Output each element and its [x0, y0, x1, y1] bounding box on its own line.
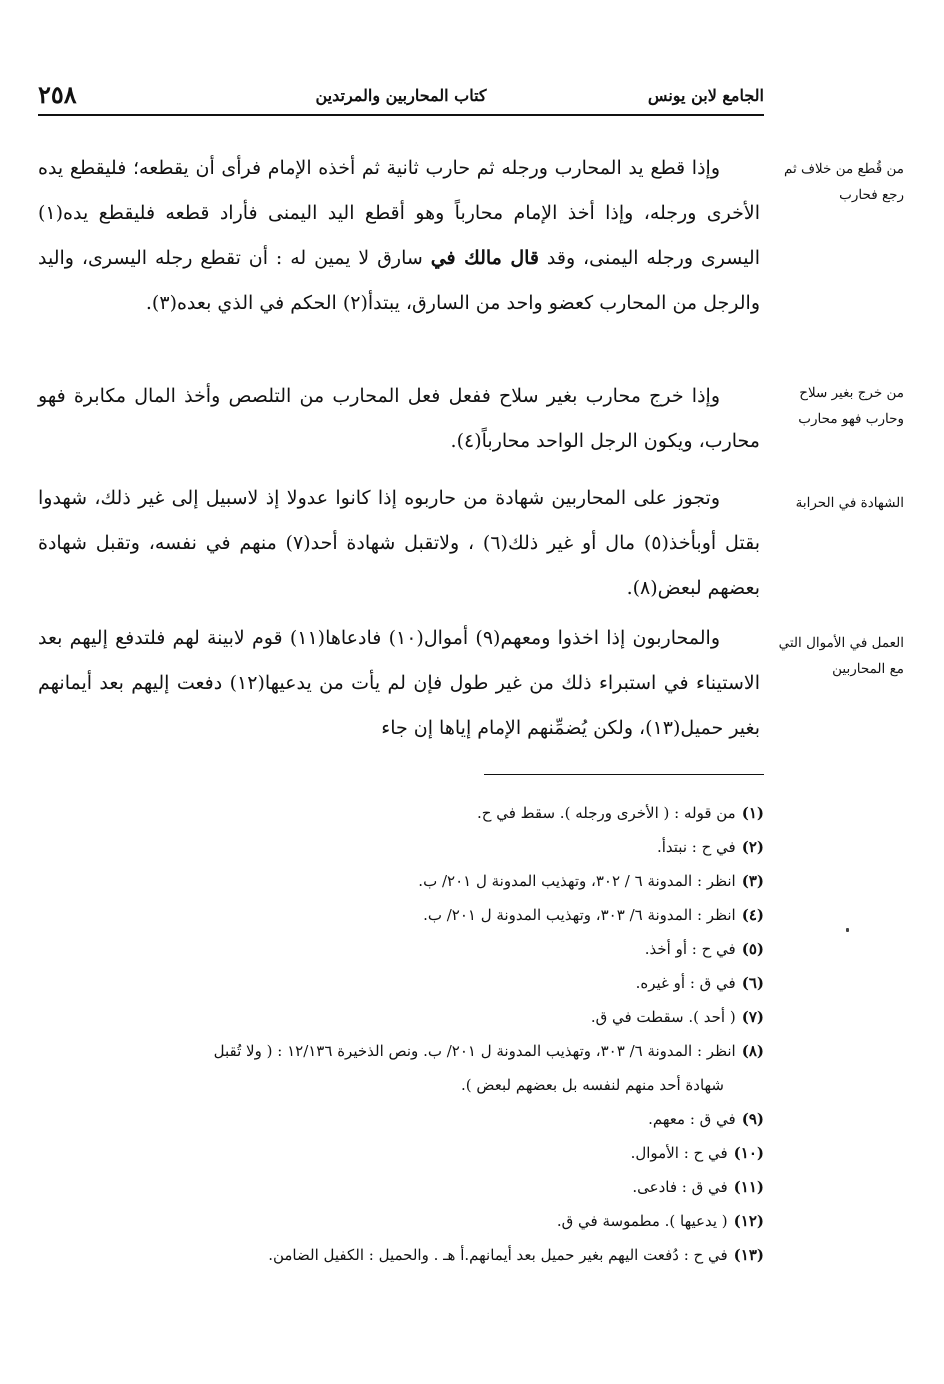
side-note: من خرج بغير سلاح وحارب فهو محارب	[798, 385, 904, 427]
footnotes	[38, 796, 764, 1272]
scan-speck	[846, 928, 849, 932]
footnote-number: (٩)	[741, 1110, 764, 1128]
paragraph	[38, 616, 760, 751]
footnote-item	[38, 1170, 764, 1204]
paragraph-text: والمحاربون إذا اخذوا ومعهم(٩) أموال(١٠) فادعاها(١١) قوم لابينة لهم فلتدفع إليهم بعد الاستيناء في استبراء ذلك من غير طول فإن لم يأت من يدعيها(١٢) دفعت إليهم بعد أيمانهم بغير حميل(١٣)، ولكن يُضمِّنهم الإمام إياها إن جاء	[38, 627, 760, 739]
footnote-item	[38, 1204, 764, 1238]
footnote-item	[38, 932, 764, 966]
book-title: الجامع لابن يونس	[647, 86, 764, 105]
footnote-number: (١٣)	[733, 1246, 764, 1264]
footnote-number: (١١)	[733, 1178, 764, 1196]
footnote-text: في ق : أو غيره.	[635, 974, 736, 992]
footnote-continuation: شهادة أحد منهم لنفسه بل بعضهم لبعض ).	[460, 1076, 724, 1094]
footnote-item	[38, 1136, 764, 1170]
paragraph	[38, 146, 760, 326]
footnote-item	[38, 1000, 764, 1034]
footnote-number: (١٠)	[733, 1144, 764, 1162]
paragraph	[38, 374, 760, 464]
footnote-number: (٥)	[741, 940, 764, 958]
header-rule	[38, 114, 764, 116]
footnote-item	[38, 796, 764, 830]
footnote-item	[38, 898, 764, 932]
footnote-item	[38, 1102, 764, 1136]
chapter-title: كتاب المحاربين والمرتدين	[315, 86, 487, 105]
paragraph	[38, 476, 760, 611]
page-number: ٢٥٨	[38, 80, 77, 109]
footnote-text: في ح : الأموال.	[630, 1144, 728, 1162]
footnote-text: ( يدعيها ). مطموسة في ق.	[556, 1212, 728, 1230]
side-note: الشهادة في الحرابة	[795, 495, 904, 511]
paragraph-text: وتجوز على المحاربين شهادة من حاربوه إذا كانوا عدولا إذ لاسبيل إلى غير ذلك، شهدوا بقتل أوبأخذ(٥) مال أو غير ذلك(٦) ، ولاتقبل شهادة أحد(٧) منهم في نفسه، وتقبل شهادة بعضهم لبعض(٨).	[38, 487, 760, 599]
footnote-text: في ح : دُفعت اليهم بغير حميل بعد أيمانهم.أ هـ . والحميل : الكفيل الضامن.	[268, 1246, 728, 1264]
footnote-number: (١)	[741, 804, 764, 822]
footnote-item	[38, 864, 764, 898]
page-header	[38, 80, 764, 112]
footnote-item	[38, 1034, 764, 1102]
footnote-number: (١٢)	[733, 1212, 764, 1230]
footnote-separator	[484, 774, 764, 775]
footnote-number: (٢)	[741, 838, 764, 856]
side-note: العمل في الأموال التي مع المحاربين	[778, 635, 904, 677]
footnote-item	[38, 830, 764, 864]
paragraph-text: وإذا قطع يد المحارب ورجله ثم حارب ثانية ثم أخذه الإمام فرأى أن يقطعه؛ فليقطع يده الأخرى ورجله، وإذا أخذ الإمام محارباً وهو أقطع اليد اليمنى فأراد قطعه فليقطع يده(١) اليسرى ورجله اليمنى، وقد	[38, 157, 761, 269]
footnote-item	[38, 1238, 764, 1272]
footnote-text: ( أحد ). سقطت في ق.	[590, 1008, 736, 1026]
footnote-item	[38, 966, 764, 1000]
footnote-number: (٣)	[741, 872, 764, 890]
footnote-text: من قوله : ( الأخرى ورجله ). سقط في ح.	[476, 804, 736, 822]
side-note: من قُطع من خلاف ثم رجع فحارب	[783, 161, 904, 203]
footnote-number: (٤)	[741, 906, 764, 924]
footnote-number: (٦)	[741, 974, 764, 992]
paragraph-text: وإذا خرج محارب بغير سلاح ففعل فعل المحارب من التلصص وأخذ المال مكابرة فهو محارب، ويكون الرجل الواحد محارباً(٤).	[38, 385, 760, 452]
footnote-text: في ح : نبتدأ.	[656, 838, 736, 856]
footnote-text: في ق : فادعى.	[632, 1178, 728, 1196]
paragraph-bold-text: قال مالك في	[430, 247, 540, 269]
footnote-text: في ح : أو أخذ.	[644, 940, 736, 958]
footnote-text: انظر : المدونة ٦/ ٣٠٣، وتهذيب المدونة ل ٢٠١/ ب. ونص الذخيرة ١٢/١٣٦ : ( ولا تُقبل	[213, 1042, 736, 1060]
footnote-text: في ق : معهم.	[648, 1110, 736, 1128]
footnote-text: انظر : المدونة ٦/ ٣٠٣، وتهذيب المدونة ل ٢٠١/ ب.	[423, 906, 736, 924]
footnote-text: انظر : المدونة ٦ / ٣٠٢، وتهذيب المدونة ل ٢٠١/ ب.	[418, 872, 736, 890]
footnote-number: (٨)	[741, 1042, 764, 1060]
paragraph-text-end: سارق لا يمين له : أن تقطع رجله اليسرى، واليد والرجل من المحارب كعضو واحد من السارق، يبتدأ(٢) الحكم في الذي بعده(٣).	[38, 247, 760, 314]
footnote-number: (٧)	[741, 1008, 764, 1026]
